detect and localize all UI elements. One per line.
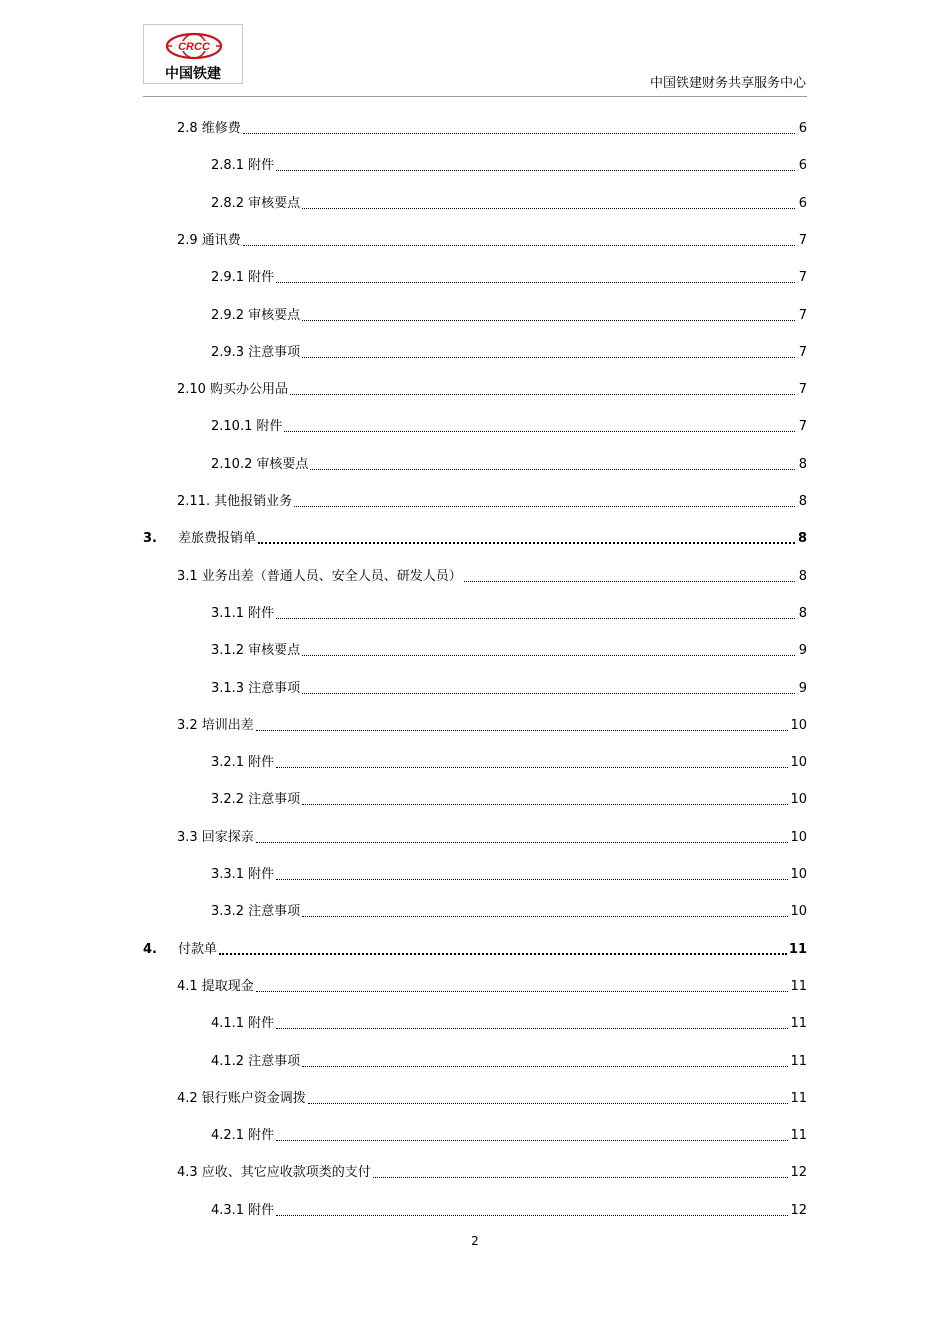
toc-entry-page: 8 <box>797 531 807 547</box>
toc-entry-title: 付款单 <box>178 941 218 957</box>
toc-entry-number: 2.10.2 <box>211 456 253 472</box>
toc-entry-title: 差旅费报销单 <box>178 531 257 547</box>
toc-dot-leader <box>276 1140 788 1141</box>
crcc-logo-icon <box>164 31 224 61</box>
toc-entry-number: 4.1.1 <box>211 1016 245 1032</box>
toc-entry-title: 注意事项 <box>248 1053 301 1069</box>
toc-entry-title: 附件 <box>248 755 275 771</box>
toc-entry-page: 8 <box>798 568 807 584</box>
toc-entry-title: 附件 <box>248 270 275 286</box>
toc-entry-page: 7 <box>798 344 807 360</box>
toc-entry-number: 3.3.1 <box>211 867 245 882</box>
toc-dot-leader <box>256 991 789 992</box>
toc-entry-title: 附件 <box>248 605 275 621</box>
toc-entry-page: 8 <box>798 605 807 621</box>
toc-entry-number: 3.1 <box>177 568 198 584</box>
toc-entry-number: 4. <box>143 941 157 957</box>
company-logo <box>143 24 243 84</box>
toc-entry-number: 3.3 <box>177 829 198 845</box>
toc-dot-leader <box>302 916 788 917</box>
toc-entry-page: 6 <box>798 121 807 136</box>
toc-entry[interactable] <box>211 751 807 773</box>
toc-entry[interactable] <box>211 154 807 176</box>
toc-entry-number: 2.8.2 <box>211 195 245 211</box>
toc-entry[interactable] <box>177 117 807 139</box>
toc-entry-number: 3.2.2 <box>211 792 245 808</box>
toc-entry[interactable] <box>177 490 807 512</box>
toc-entry-page: 11 <box>788 941 807 957</box>
toc-entry-title: 注意事项 <box>248 680 301 696</box>
toc-entry-number: 4.1 <box>177 978 198 994</box>
toc-entry[interactable] <box>211 192 807 214</box>
toc-entry-number: 2.9.1 <box>211 270 245 286</box>
toc-entry-page: 8 <box>798 494 807 509</box>
toc-entry[interactable] <box>211 1124 807 1146</box>
toc-dot-leader <box>302 804 788 805</box>
toc-entry-title: 业务出差（普通人员、安全人员、研发人员） <box>201 568 462 584</box>
toc-entry[interactable] <box>177 975 807 997</box>
toc-dot-leader <box>219 953 787 955</box>
toc-dot-leader <box>294 506 795 507</box>
toc-entry-title: 注意事项 <box>248 344 301 360</box>
toc-entry[interactable] <box>211 415 807 437</box>
toc-dot-leader <box>276 879 788 880</box>
toc-entry[interactable] <box>211 639 807 661</box>
toc-entry[interactable] <box>143 527 807 549</box>
logo-text: 中国铁建 <box>165 66 221 82</box>
toc-entry-number: 4.3.1 <box>211 1202 245 1218</box>
toc-entry-number: 3. <box>143 531 157 547</box>
toc-dot-leader <box>302 655 795 656</box>
toc-entry-page: 10 <box>790 717 807 733</box>
toc-entry-number: 4.2 <box>177 1090 198 1106</box>
toc-dot-leader <box>302 320 795 321</box>
toc-dot-leader <box>276 282 795 283</box>
toc-entry[interactable] <box>177 826 807 848</box>
toc-dot-leader <box>373 1177 789 1178</box>
toc-entry-title: 应收、其它应收款项类的支付 <box>201 1165 371 1181</box>
toc-entry[interactable] <box>211 1199 807 1221</box>
toc-entry-page: 7 <box>798 382 807 398</box>
toc-entry-title: 注意事项 <box>248 904 301 920</box>
toc-entry-number: 4.2.1 <box>211 1128 245 1144</box>
toc-entry-page: 11 <box>790 1053 807 1069</box>
toc-dot-leader <box>290 394 795 395</box>
toc-entry-title: 银行账户资金调拨 <box>201 1090 306 1106</box>
toc-entry[interactable] <box>177 1161 807 1183</box>
toc-entry-page: 7 <box>798 419 807 435</box>
toc-entry-title: 附件 <box>248 867 275 882</box>
toc-entry[interactable] <box>211 900 807 922</box>
toc-entry-number: 4.1.2 <box>211 1053 245 1069</box>
toc-entry-title: 培训出差 <box>201 717 254 733</box>
toc-entry-title: 审核要点 <box>256 456 309 472</box>
toc-dot-leader <box>243 245 795 246</box>
toc-entry[interactable] <box>211 602 807 624</box>
toc-entry-number: 2.10.1 <box>211 419 253 435</box>
toc-entry[interactable] <box>143 938 807 960</box>
toc-entry-number: 2.8.1 <box>211 158 245 174</box>
toc-entry-title: 其他报销业务 <box>214 494 293 509</box>
toc-entry-page: 7 <box>798 270 807 286</box>
toc-entry-number: 3.2.1 <box>211 755 245 771</box>
toc-entry-page: 10 <box>790 904 807 920</box>
toc-entry[interactable] <box>211 304 807 326</box>
toc-entry-page: 12 <box>790 1202 807 1218</box>
toc-entry-title: 提取现金 <box>201 978 254 994</box>
toc-dot-leader <box>276 1215 788 1216</box>
toc-entry-title: 维修费 <box>201 121 241 136</box>
toc-dot-leader <box>302 208 795 209</box>
toc-entry-page: 10 <box>790 755 807 771</box>
toc-entry-number: 2.8 <box>177 121 198 136</box>
toc-entry-page: 8 <box>798 456 807 472</box>
toc-entry-page: 12 <box>790 1165 807 1181</box>
toc-dot-leader <box>302 693 795 694</box>
toc-entry-title: 通讯费 <box>201 232 241 248</box>
toc-dot-leader <box>464 581 795 582</box>
toc-entry[interactable] <box>211 266 807 288</box>
toc-entry[interactable] <box>177 565 807 587</box>
toc-entry[interactable] <box>177 1087 807 1109</box>
toc-entry-page: 9 <box>798 643 807 659</box>
toc-entry-page: 6 <box>798 195 807 211</box>
toc-entry-page: 11 <box>790 1090 807 1106</box>
toc-dot-leader <box>256 730 789 731</box>
toc-entry-number: 3.2 <box>177 717 198 733</box>
toc-dot-leader <box>276 1028 788 1029</box>
toc-entry-title: 回家探亲 <box>201 829 254 845</box>
toc-entry-number: 3.1.1 <box>211 605 245 621</box>
toc-entry[interactable] <box>211 788 807 810</box>
toc-entry[interactable] <box>211 863 807 885</box>
toc-entry[interactable] <box>211 677 807 699</box>
toc-entry-page: 11 <box>790 1016 807 1032</box>
toc-dot-leader <box>310 469 795 470</box>
toc-entry-page: 11 <box>790 1128 807 1144</box>
header-divider <box>143 96 807 97</box>
toc-dot-leader <box>302 1066 788 1067</box>
toc-entry-number: 3.3.2 <box>211 904 245 920</box>
logo-abbr: CRCC <box>178 41 210 53</box>
toc-entry-title: 附件 <box>248 1016 275 1032</box>
toc-entry-page: 11 <box>790 978 807 994</box>
toc-entry[interactable] <box>177 229 807 251</box>
toc-entry-number: 2.9 <box>177 232 198 248</box>
toc-dot-leader <box>258 542 795 544</box>
toc-entry-page: 10 <box>790 867 807 882</box>
toc-entry-number: 2.9.3 <box>211 344 245 360</box>
toc-entry-title: 附件 <box>256 419 283 435</box>
toc-entry-title: 附件 <box>248 1128 275 1144</box>
toc-entry[interactable] <box>211 1050 807 1072</box>
toc-entry-title: 附件 <box>248 158 275 174</box>
toc-entry[interactable] <box>211 341 807 363</box>
toc-dot-leader <box>243 133 795 134</box>
toc-entry-page: 6 <box>798 158 807 174</box>
toc-dot-leader <box>256 842 789 843</box>
toc-entry[interactable] <box>211 1012 807 1034</box>
toc-dot-leader <box>276 170 795 171</box>
toc-entry[interactable] <box>211 453 807 475</box>
toc-dot-leader <box>276 618 795 619</box>
toc-entry-number: 2.11. <box>177 494 211 509</box>
toc-entry-title: 审核要点 <box>248 643 301 659</box>
toc-entry-title: 附件 <box>248 1202 275 1218</box>
toc-entry-page: 7 <box>798 232 807 248</box>
toc-entry-number: 3.1.3 <box>211 680 245 696</box>
toc-entry-title: 审核要点 <box>248 195 301 211</box>
toc-entry-number: 2.10 <box>177 382 206 398</box>
toc-entry-number: 3.1.2 <box>211 643 245 659</box>
toc-entry-number: 4.3 <box>177 1165 198 1181</box>
toc-entry-page: 10 <box>790 829 807 845</box>
toc-entry-page: 7 <box>798 307 807 323</box>
toc-entry-number: 2.9.2 <box>211 307 245 323</box>
toc-entry-title: 购买办公用品 <box>209 382 288 398</box>
toc-entry[interactable] <box>177 378 807 400</box>
toc-entry-page: 9 <box>798 680 807 696</box>
toc-entry-title: 审核要点 <box>248 307 301 323</box>
toc-dot-leader <box>276 767 788 768</box>
toc-dot-leader <box>284 431 795 432</box>
toc-dot-leader <box>308 1103 789 1104</box>
toc-entry[interactable] <box>177 714 807 736</box>
toc-dot-leader <box>302 357 795 358</box>
toc-entry-title: 注意事项 <box>248 792 301 808</box>
header-org-name: 中国铁建财务共享服务中心 <box>649 76 806 91</box>
page-number: 2 <box>471 1234 479 1248</box>
toc-entry-page: 10 <box>790 792 807 808</box>
